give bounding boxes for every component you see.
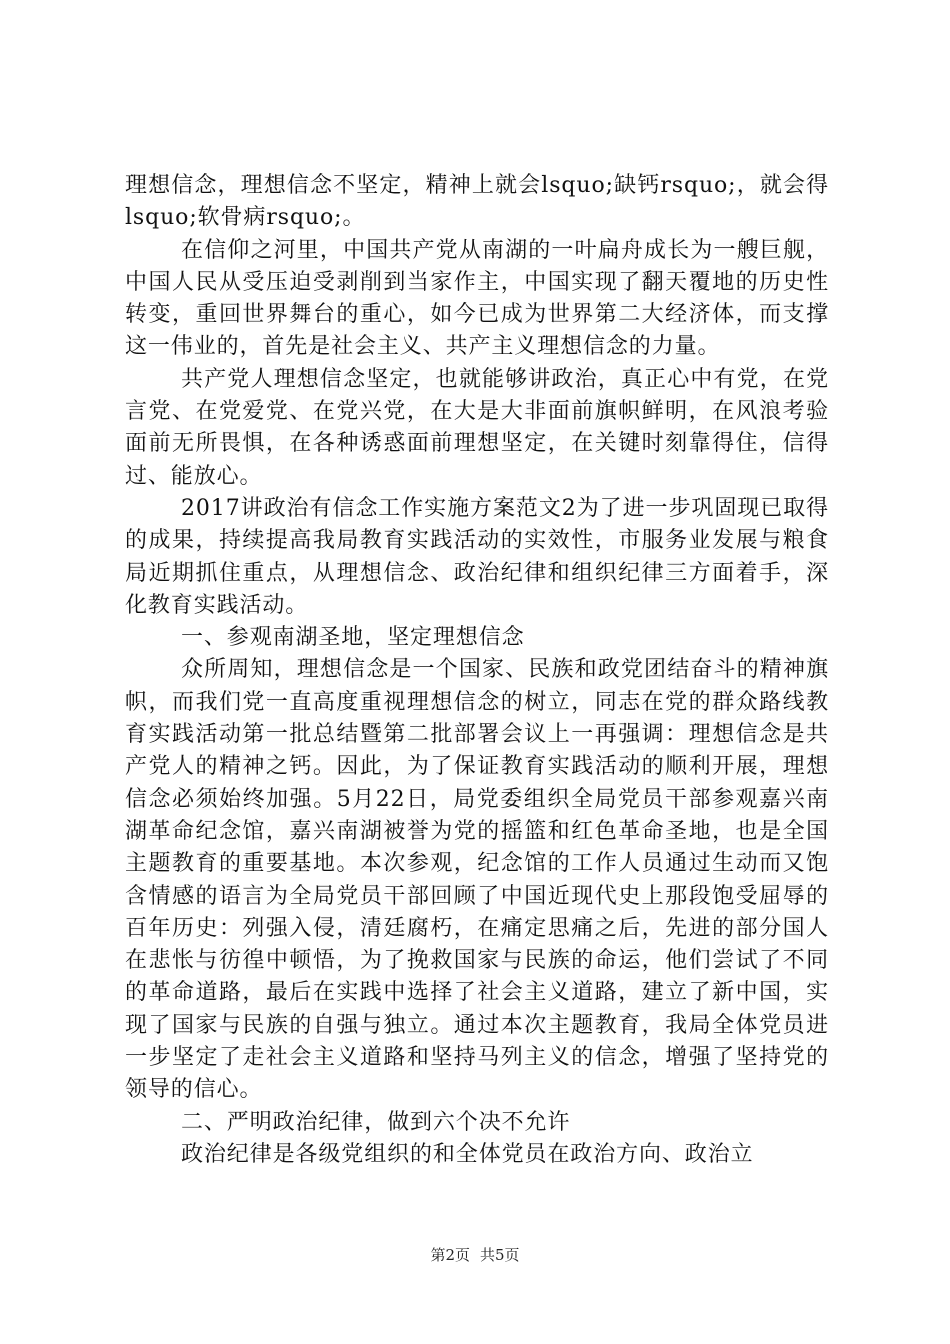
document-body (125, 170, 829, 1171)
page-number: 第2页 (430, 1246, 470, 1264)
paragraph-ideal-belief-calcium: 理想信念，理想信念不坚定，精神上就会lsquo;缺钙rsquo;，就会得lsquo;软骨病rsquo;。 (125, 173, 829, 231)
section-heading-two: 二、严明政治纪律，做到六个决不允许 (181, 1109, 571, 1135)
paragraph-party-members-firm-belief: 共产党人理想信念坚定，也就能够讲政治，真正心中有党，在党言党、在党爱党、在党兴党，在大是大非面前旗帜鲜明，在风浪考验面前无所畏惧，在各种诱惑面前理想坚定，在关键时刻靠得住，信得过、能放心。 (125, 366, 829, 489)
section-heading-one: 一、参观南湖圣地，坚定理想信念 (181, 625, 525, 651)
paragraph-nanhu-visit: 众所周知，理想信念是一个国家、民族和政党团结奋斗的精神旗帜，而我们党一直高度重视理想信念的树立，同志在党的群众路线教育实践活动第一批总结暨第二批部署会议上一再强调：理想信念是共产党人的精神之钙。因此，为了保证教育实践活动的顺利开展，理想信念必须始终加强。5月22日，局党委组织全局党员干部参观嘉兴南湖革命纪念馆，嘉兴南湖被誉为党的摇篮和红色革命圣地，也是全国主题教育的重要基地。本次参观，纪念馆的工作人员通过生动而又饱含情感的语言为全局党员干部回顾了中国近现代史上那段饱受屈辱的百年历史：列强入侵，清廷腐朽，在痛定思痛之后，先进的部分国人在悲怅与彷徨中顿悟，为了挽救国家与民族的命运，他们尝试了不同的革命道路，最后在实践中选择了社会主义道路，建立了新中国，实现了国家与民族的自强与独立。通过本次主题教育，我局全体党员进一步坚定了走社会主义道路和坚持马列主义的信念，增强了坚持党的领导的信心。 (125, 657, 829, 1103)
paragraph-implementation-plan-intro: 2017讲政治有信念工作实施方案范文2为了进一步巩固现已取得的成果，持续提高我局教育实践活动的实效性，市服务业发展与粮食局近期抓住重点，从理想信念、政治纪律和组织纪律三方面着手，深化教育实践活动。 (125, 495, 829, 618)
paragraph-political-discipline: 政治纪律是各级党组织的和全体党员在政治方向、政治立 (181, 1141, 754, 1167)
page-footer (0, 1244, 950, 1266)
page-total: 共5页 (480, 1246, 520, 1264)
paragraph-river-of-faith: 在信仰之河里，中国共产党从南湖的一叶扁舟成长为一艘巨舰，中国人民从受压迫受剥削到当家作主，中国实现了翻天覆地的历史性转变，重回世界舞台的重心，如今已成为世界第二大经济体，而支撑这一伟业的，首先是社会主义、共产主义理想信念的力量。 (125, 237, 829, 360)
